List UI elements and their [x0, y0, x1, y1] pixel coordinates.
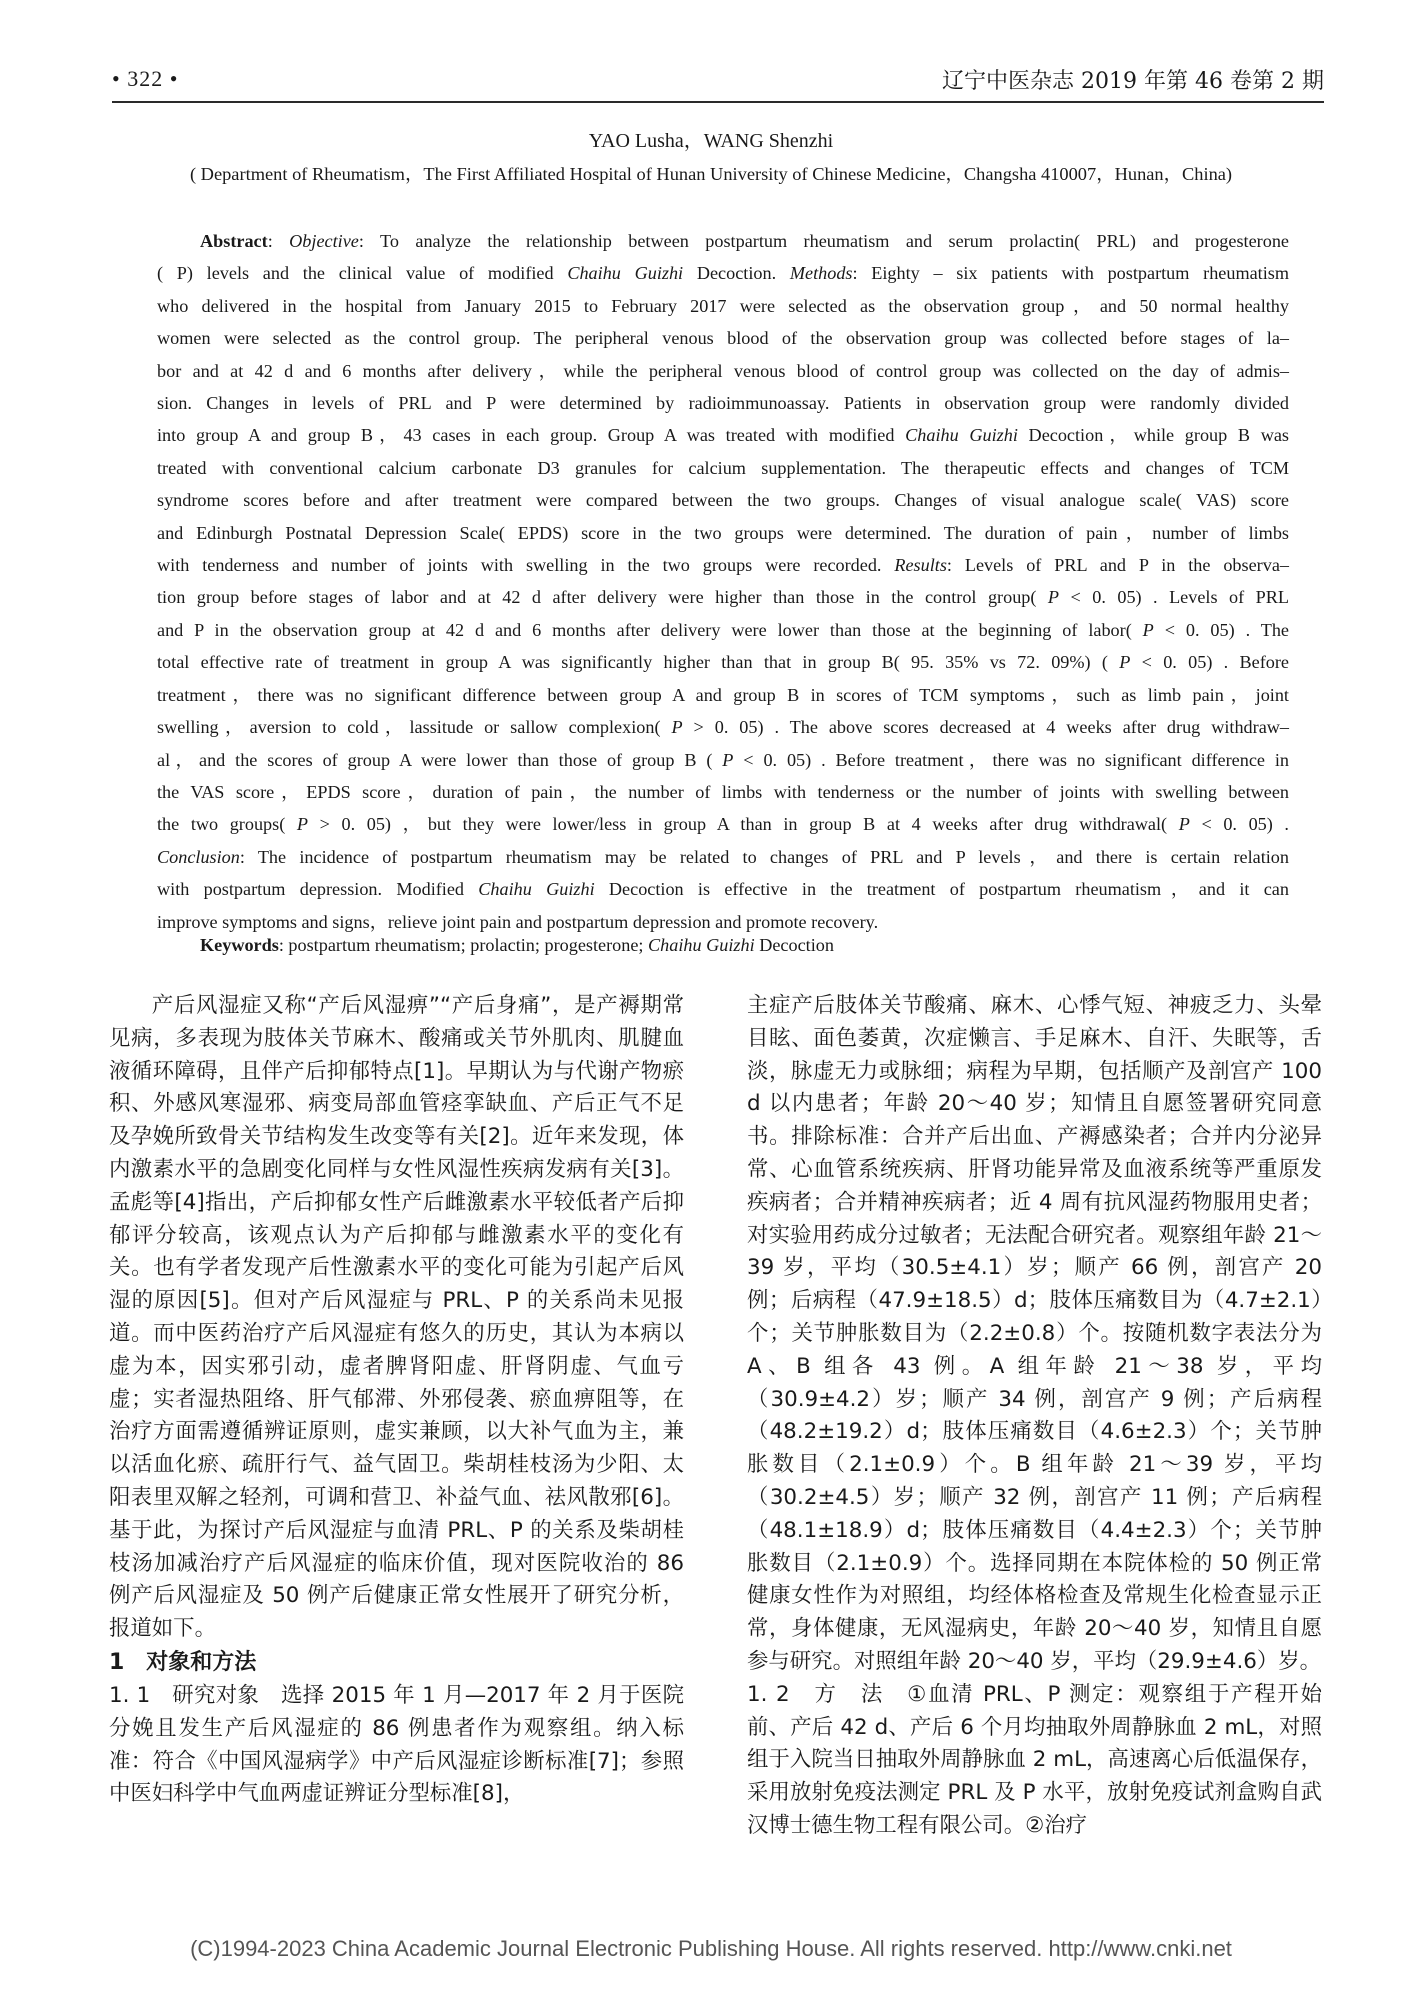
abstract-line: with tenderness and number of joints with swelling in the two groups were recorded. Results: Levels of PRL and P in the observa– — [157, 555, 1289, 576]
abstract-line: the VAS score，EPDS score，duration of pain，the number of limbs with tenderness or the number of joints with swelling between — [157, 781, 1289, 802]
criteria-paragraph: 主症产后肢体关节酸痛、麻木、心悸气短、神疲乏力、头晕目眩、面色萎黄，次症懒言、手足麻木、自汗、失眠等，舌淡，脉虚无力或脉细；病程为早期，包括顺产及剖宫产 100 d 以内患者；年龄 20～40 岁；知情且自愿签署研究同意书。排除标准：合并产后出血、产褥感染者；合并内分泌异常、心血管系统疾病、肝肾功能异常及血液系统等严重原发疾病者；合并精神疾病者；近 4 周有抗风湿药物服用史者；对实验用药成分过敏者；无法配合研究者。观察组年龄 21～39 岁，平均（30.5±4.1）岁；顺产 66 例，剖宫产 20 例；后病程（47.9±18.5）d；肢体压痛数目为（4.7±2.1）个；关节肿胀数目为（2.2±0.8）个。按随机数字表法分为 A、B 组各 43 例。A 组年龄 21～38 岁，平均（30.9±4.2）岁；顺产 34 例，剖宫产 9 例；产后病程（48.2±19.2）d；肢体压痛数目（4.6±2.3）个；关节肿胀数目（2.1±0.9）个。B 组年龄 21～39 岁，平均（30.2±4.5）岁；顺产 32 例，剖宫产 11 例；产后病程（48.1±18.9）d；肢体压痛数目（4.4±2.3）个；关节肿胀数目（2.1±0.9）个。选择同期在本院体检的 50 例正常健康女性作为对照组，均经体格检查及常规生化检查显示正常，身体健康，无风湿病史，年龄 20～40 岁，知情且自愿参与研究。对照组年龄 20～40 岁，平均（29.9±4.6）岁。 — [747, 993, 1322, 1674]
abstract-line: tion group before stages of labor and at 42 d after delivery were higher than those in the control group( P < 0. 05) . Levels of PRL — [157, 587, 1289, 608]
keywords-label: Keywords — [200, 935, 279, 955]
section-heading: 1 对象和方法 — [109, 1649, 257, 1675]
abstract-line: sion. Changes in levels of PRL and P were determined by radioimmunoassay. Patients in observation group were randomly divided — [157, 393, 1289, 414]
header-rule — [112, 101, 1324, 103]
abstract-line: Abstract: Objective: To analyze the relationship between postpartum rheumatism and serum prolactin( PRL) and progesterone — [200, 231, 1289, 251]
abstract-line: swelling，aversion to cold，lassitude or sallow complexion( P > 0. 05) . The above scores decreased at 4 weeks after drug withdraw– — [157, 717, 1289, 738]
abstract-line: and Edinburgh Postnatal Depression Scale( EPDS) score in the two groups were determined. The duration of pain，number of limbs — [157, 522, 1289, 543]
abstract-line: Conclusion: The incidence of postpartum rheumatism may be related to changes of PRL and P levels，and there is certain relation — [157, 846, 1289, 867]
intro-paragraph: 产后风湿症又称“产后风湿痹”“产后身痛”，是产褥期常见病，多表现为肢体关节麻木、酸痛或关节外肌肉、肌腱血液循环障碍，且伴产后抑郁特点[1]。早期认为与代谢产物瘀积、外感风寒湿邪、病变局部血管痉挛缺血、产后正气不足及孕娩所致骨关节结构发生改变等有关[2]。近年来发现，体内激素水平的急剧变化同样与女性风湿性疾病发病有关[3]。孟彪等[4]指出，产后抑郁女性产后雌激素水平较低者产后抑郁评分较高，该观点认为产后抑郁与雌激素水平的变化有关。也有学者发现产后性激素水平的变化可能为引起产后风湿的原因[5]。但对产后风湿症与 PRL、P 的关系尚未见报道。而中医药治疗产后风湿症有悠久的历史，其认为本病以虚为本，因实邪引动，虚者脾肾阳虚、肝肾阴虚、气血亏虚；实者湿热阻络、肝气郁滞、外邪侵袭、瘀血痹阻等，在治疗方面需遵循辨证原则，虚实兼顾，以大补气血为主，兼以活血化瘀、疏肝行气、益气固卫。柴胡桂枝汤为少阳、太阳表里双解之轻剂，可调和营卫、补益气血、祛风散邪[6]。基于此，为探讨产后风湿症与血清 PRL、P 的关系及柴胡桂枝汤加减治疗产后风湿症的临床价值，现对医院收治的 86 例产后风湿症及 50 例产后健康正常女性展开了研究分析，报道如下。 — [109, 993, 684, 1642]
keywords-italic-term: Chaihu Guizhi — [648, 935, 755, 955]
copyright-footer: (C)1994-2023 China Academic Journal Electronic Publishing House. All rights reserved. http://www.cnki.net — [190, 1936, 1232, 1961]
authors: YAO Lusha，WANG Shenzhi — [588, 130, 834, 152]
abstract-line: syndrome scores before and after treatment were compared between the two groups. Changes of visual analogue scale( VAS) score — [157, 490, 1289, 511]
left-column — [109, 990, 684, 1811]
keywords-suffix: Decoction — [754, 935, 834, 955]
abstract-line: the two groups( P > 0. 05) ，but they were lower/less in group A than in group B at 4 weeks after drug withdrawal( P < 0. 05) . — [157, 814, 1289, 835]
affiliation: ( Department of Rheumatism，The First Affiliated Hospital of Hunan University of Chinese Medicine，Changsha 410007，Hunan，China) — [189, 164, 1233, 184]
abstract-line: women were selected as the control group. The peripheral venous blood of the observation group was collected before stages of la– — [157, 328, 1289, 349]
abstract-line: al，and the scores of group A were lower than those of group B ( P < 0. 05) . Before treatment，there was no significant difference in — [157, 749, 1289, 770]
abstract-line: ( P) levels and the clinical value of modified Chaihu Guizhi Decoction. Methods: Eighty – six patients with postpartum rheumatism — [157, 263, 1289, 284]
keywords — [200, 935, 834, 956]
abstract-line: bor and at 42 d and 6 months after delivery，while the peripheral venous blood of control group was collected on the day of admis– — [157, 360, 1289, 381]
methods-paragraph: 1. 2 方 法 ①血清 PRL、P 测定：观察组于产程开始前、产后 42 d、产后 6 个月均抽取外周静脉血 2 mL，对照组于入院当日抽取外周静脉血 2 mL，高速离心后低温保存，采用放射免疫法测定 PRL 及 P 水平，放射免疫试剂盒购自武汉博士德生物工程有限公司。②治疗 — [747, 1681, 1322, 1838]
abstract-line: into group A and group B，43 cases in each group. Group A was treated with modified Chaihu Guizhi Decoction，while group B was — [157, 425, 1289, 446]
abstract-line: treated with conventional calcium carbonate D3 granules for calcium supplementation. The therapeutic effects and changes of TCM — [157, 457, 1289, 478]
keywords-text: : postpartum rheumatism; prolactin; progesterone; — [278, 935, 649, 955]
abstract-line: with postpartum depression. Modified Chaihu Guizhi Decoction is effective in the treatment of postpartum rheumatism，and it can — [157, 879, 1289, 900]
abstract-line: and P in the observation group at 42 d and 6 months after delivery were lower than those at the beginning of labor( P < 0. 05) . The — [157, 619, 1289, 640]
subsection-1-1: 1. 1 研究对象 选择 2015 年 1 月—2017 年 2 月于医院分娩且发生产后风湿症的 86 例患者作为观察组。纳入标准：符合《中国风湿病学》中产后风湿症诊断标准[7]；参照中医妇科学中气血两虚证辨证分型标准[8]， — [109, 1682, 684, 1807]
page-number: • 322 • — [112, 66, 179, 91]
abstract-line: treatment，there was no significant difference between group A and group B in scores of TCM symptoms，such as limb pain，joint — [157, 684, 1289, 705]
abstract-line: total effective rate of treatment in group A was significantly higher than that in group B( 95. 35% vs 72. 09%) ( P < 0. 05) . Before — [157, 652, 1290, 673]
abstract — [157, 225, 1289, 938]
right-column — [747, 990, 1322, 1843]
abstract-line: improve symptoms and signs，relieve joint pain and postpartum depression and promote recovery. — [157, 911, 879, 932]
abstract-line: who delivered in the hospital from January 2015 to February 2017 were selected as the observation group，and 50 normal healthy — [157, 295, 1289, 316]
journal-title: 辽宁中医杂志 2019 年第 46 卷第 2 期 — [942, 69, 1324, 94]
